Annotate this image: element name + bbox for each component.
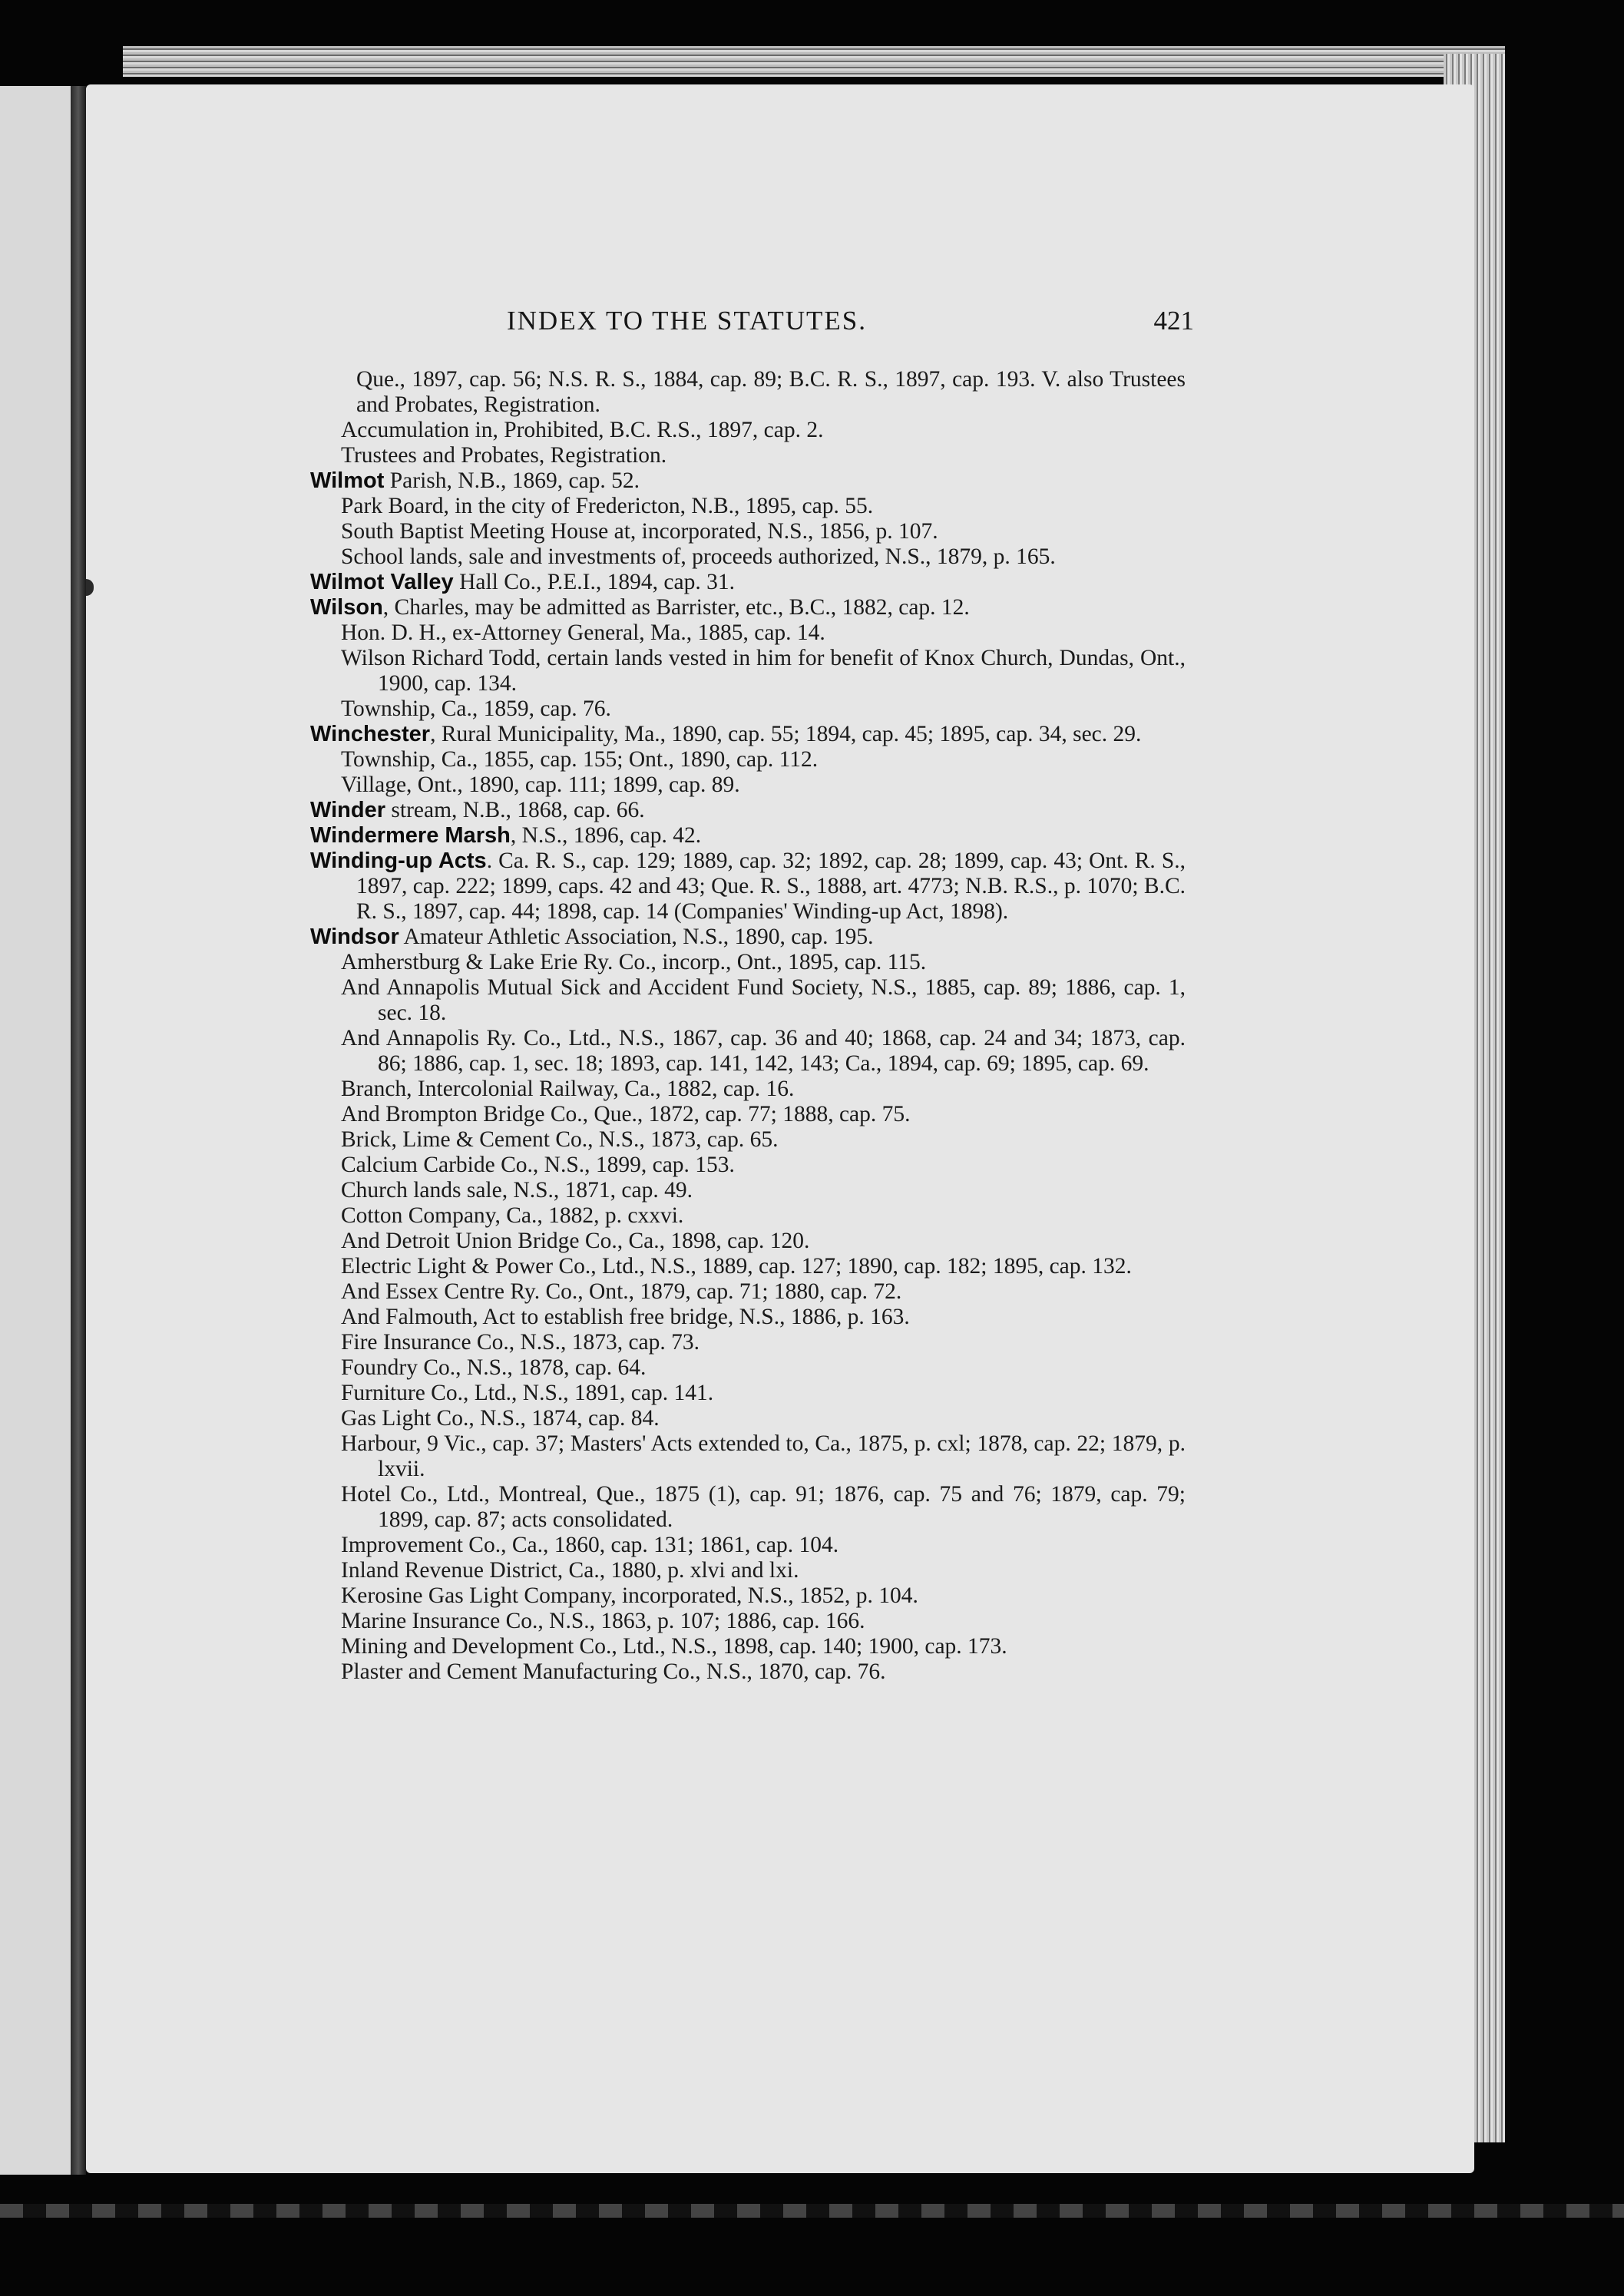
index-subentry: And Annapolis Ry. Co., Ltd., N.S., 1867, cap. 36 and 40; 1868, cap. 24 and 34; 1873, cap. 86; 1886, cap. 1, sec. 18; 1893, cap. 141, 142, 143; Ca., 1894, cap. 69; 1895, cap. 69. (341, 1026, 1186, 1076)
index-subentry: Township, Ca., 1859, cap. 76. (341, 696, 611, 721)
index-subentry: Kerosine Gas Light Company, incorporated, N.S., 1852, p. 104. (341, 1583, 918, 1608)
index-subentry: South Baptist Meeting House at, incorporated, N.S., 1856, p. 107. (341, 519, 938, 544)
index-entry: Winchester, Rural Municipality, Ma., 1890, cap. 55; 1894, cap. 45; 1895, cap. 34, sec. 29. (310, 722, 1142, 746)
entry-heading: Winchester (310, 722, 431, 746)
index-subentry: Improvement Co., Ca., 1860, cap. 131; 1861, cap. 104. (341, 1533, 839, 1557)
index-subentry: Calcium Carbide Co., N.S., 1899, cap. 153. (341, 1153, 735, 1177)
index-subentry: Wilson Richard Todd, certain lands vested in him for benefit of Knox Church, Dundas, Ont., 1900, cap. 134. (341, 646, 1186, 696)
index-entry: Windermere Marsh, N.S., 1896, cap. 42. (310, 823, 702, 848)
index-subentry: Inland Revenue District, Ca., 1880, p. xlvi and lxi. (341, 1558, 799, 1583)
index-subentry: And Detroit Union Bridge Co., Ca., 1898, cap. 120. (341, 1229, 810, 1253)
index-entry: Winder stream, N.B., 1868, cap. 66. (310, 798, 645, 822)
index-subentry: Harbour, 9 Vic., cap. 37; Masters' Acts extended to, Ca., 1875, p. cxl; 1878, cap. 22; 1879, p. lxvii. (341, 1431, 1186, 1481)
page-stack-top (123, 46, 1505, 77)
index-subentry: Branch, Intercolonial Railway, Ca., 1882, cap. 16. (341, 1077, 795, 1101)
film-border (0, 2204, 1624, 2218)
index-subentry: Gas Light Co., N.S., 1874, cap. 84. (341, 1406, 660, 1431)
index-entry: Wilmot Parish, N.B., 1869, cap. 52. (310, 468, 640, 493)
index-subentry: Furniture Co., Ltd., N.S., 1891, cap. 141. (341, 1381, 714, 1405)
entry-heading: Windermere Marsh (310, 823, 511, 848)
entry-heading: Wilmot (310, 468, 385, 493)
index-subentry: Township, Ca., 1855, cap. 155; Ont., 1890, cap. 112. (341, 747, 819, 772)
index-entry: Winding-up Acts. Ca. R. S., cap. 129; 1889, cap. 32; 1892, cap. 28; 1899, cap. 43; Ont. R. S., 1897, cap. 222; 1899, caps. 42 and 43; Que. R. S., 1888, art. 4773; N.B. R.S., p. 1070; B.C. R. S., 1897, cap. 44; 1898, cap. 14 (Companies' Winding-up Act, 1898). (310, 849, 1186, 924)
index-body (310, 367, 1186, 1685)
entry-heading: Windsor (310, 925, 399, 949)
index-subentry: Cotton Company, Ca., 1882, p. cxxvi. (341, 1203, 684, 1228)
index-subentry: Amherstburg & Lake Erie Ry. Co., incorp., Ont., 1895, cap. 115. (341, 950, 927, 974)
entry-heading: Wilson (310, 595, 383, 620)
index-subentry: Park Board, in the city of Fredericton, N.B., 1895, cap. 55. (341, 494, 874, 518)
index-subentry: Village, Ont., 1890, cap. 111; 1899, cap. 89. (341, 773, 740, 797)
index-entry-continuation: Que., 1897, cap. 56; N.S. R. S., 1884, cap. 89; B.C. R. S., 1897, cap. 193. V. also Trustees and Probates, Registration. (356, 367, 1186, 417)
running-head: INDEX TO THE STATUTES. (507, 306, 867, 336)
index-subentry: Brick, Lime & Cement Co., N.S., 1873, cap. 65. (341, 1127, 779, 1152)
index-subentry: Plaster and Cement Manufacturing Co., N.S., 1870, cap. 76. (341, 1659, 886, 1684)
index-subentry: Hon. D. H., ex-Attorney General, Ma., 1885, cap. 14. (341, 620, 825, 645)
index-subentry: And Essex Centre Ry. Co., Ont., 1879, cap. 71; 1880, cap. 72. (341, 1279, 902, 1304)
index-subentry: And Brompton Bridge Co., Que., 1872, cap. 77; 1888, cap. 75. (341, 1102, 911, 1126)
index-subentry: Marine Insurance Co., N.S., 1863, p. 107; 1886, cap. 166. (341, 1609, 865, 1633)
index-subentry: School lands, sale and investments of, proceeds authorized, N.S., 1879, p. 165. (341, 544, 1056, 569)
index-subentry: Electric Light & Power Co., Ltd., N.S., 1889, cap. 127; 1890, cap. 182; 1895, cap. 132. (341, 1254, 1132, 1279)
facing-page-edge (0, 86, 75, 2175)
entry-heading: Winder (310, 798, 386, 822)
index-subentry: Accumulation in, Prohibited, B.C. R.S., 1897, cap. 2. (341, 418, 824, 442)
entry-heading: Wilmot Valley (310, 570, 454, 594)
page-number: 421 (1153, 306, 1194, 336)
index-subentry: Church lands sale, N.S., 1871, cap. 49. (341, 1178, 693, 1203)
index-subentry: Mining and Development Co., Ltd., N.S., 1898, cap. 140; 1900, cap. 173. (341, 1634, 1007, 1659)
entry-heading: Winding-up Acts (310, 849, 487, 873)
index-subentry: And Falmouth, Act to establish free bridge, N.S., 1886, p. 163. (341, 1305, 910, 1329)
index-entry: Windsor Amateur Athletic Association, N.S., 1890, cap. 195. (310, 925, 874, 949)
index-subentry: Hotel Co., Ltd., Montreal, Que., 1875 (1), cap. 91; 1876, cap. 75 and 76; 1879, cap. 79; 1899, cap. 87; acts consolidated. (341, 1482, 1186, 1532)
index-subentry: And Annapolis Mutual Sick and Accident Fund Society, N.S., 1885, cap. 89; 1886, cap. 1, sec. 18. (341, 975, 1186, 1025)
index-subentry: Fire Insurance Co., N.S., 1873, cap. 73. (341, 1330, 700, 1355)
index-subentry: Foundry Co., N.S., 1878, cap. 64. (341, 1355, 647, 1380)
index-entry: Wilmot Valley Hall Co., P.E.I., 1894, cap. 31. (310, 570, 735, 594)
index-subentry: Trustees and Probates, Registration. (341, 443, 667, 468)
index-entry: Wilson, Charles, may be admitted as Barrister, etc., B.C., 1882, cap. 12. (310, 595, 970, 620)
book-gutter (71, 86, 86, 2175)
